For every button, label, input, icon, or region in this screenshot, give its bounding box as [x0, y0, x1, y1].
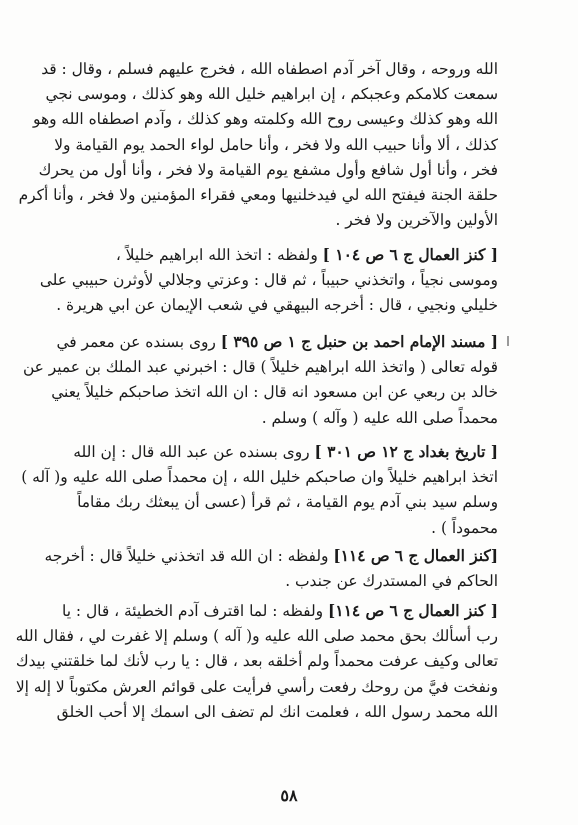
- text-line: سمعت كلامكم وعجبكم ، إن ابراهيم خليل الله وهو كذلك ، وموسى نجي: [45, 85, 498, 104]
- paragraph-3: [22, 330, 498, 431]
- text-line: ونفخت فيَّ من روحك رفعت رأسي فرأيت على قوائم العرش مكتوباً لا إله إلا: [15, 677, 498, 696]
- text-line: الله وروحه ، وقال آخر آدم اصطفاه الله ، فخرج عليهم فسلم ، وقال : قد: [41, 60, 498, 78]
- paragraph-body: [21, 440, 498, 541]
- text-line: الأولين والآخرين ولا فخر .: [335, 211, 498, 230]
- text-line: اتخذ ابراهيم خليلاً وان صاحبكم خليل الله ، إن محمداً صلى الله عليه و( آله ): [21, 468, 498, 487]
- paragraph-5: [44, 544, 498, 594]
- text-line: [56, 330, 498, 355]
- source-citation: [ مسند الإمام احمد بن حنبل ج ١ ص ٣٩٥ ]: [220, 333, 498, 351]
- paragraph-6: [15, 599, 498, 725]
- paragraph-1: [18, 57, 498, 233]
- text-fragment: روى بسنده عن عبد الله قال : إن الله: [73, 443, 315, 461]
- text-fragment: ولفظه : لما اقترف آدم الخطيئة ، قال : يا: [62, 602, 328, 620]
- margin-mark: [507, 336, 509, 346]
- text-line: [73, 440, 498, 465]
- paragraph-2: [39, 243, 498, 319]
- text-line: [80, 243, 498, 268]
- text-line: خليلي ونجيي ، قال : أخرجه البيهقي في شعب الإيمان عن ابي هريرة .: [56, 296, 498, 315]
- text-line: حلقة الجنة فيفتح الله لي فيدخلنيها ومعي فقراء المؤمنين ولا فخر ، وأنا أكرم: [18, 186, 498, 205]
- text-line: محموداً ) .: [431, 518, 498, 537]
- text-line: كذلك ، ألا وأنا حبيب الله ولا فخر ، وأنا حامل لواء الحمد يوم القيامة ولا: [54, 135, 498, 154]
- source-citation: [كنز العمال ج ٦ ص ١١٤]: [333, 547, 498, 565]
- text-line: الله وهو كذلك وعيسى روح الله وكلمته وهو كذلك ، وآدم اصطفاه الله وهو: [33, 110, 498, 129]
- text-fragment: روى بسنده عن معمر في: [56, 333, 221, 351]
- text-line: وسلم سيد بني آدم يوم القيامة ، ثم قرأ (عسى أن يبعثك ربك مقاماً: [77, 493, 498, 512]
- text-line: [44, 544, 498, 569]
- text-fragment: ولفظه : اتخذ الله ابراهيم خليلاً ،: [115, 246, 323, 264]
- source-citation: [ كنز العمال ج ٦ ص ١٠٤ ]: [322, 246, 498, 264]
- text-line: الله محمد رسول الله ، فعلمت انك لم تضف الى اسمك إلا أحب الخلق: [56, 702, 498, 721]
- paragraph-body: [15, 599, 498, 725]
- text-line: فخر ، وأنا أول شافع وأول مشفع يوم القيامة ولا فخر ، وأنا أول من يحرك: [38, 160, 498, 179]
- source-citation: [ كنز العمال ج ٦ ص ١١٤]: [328, 602, 498, 620]
- text-fragment: ولفظه : ان الله قد اتخذني خليلاً قال : أخرجه: [44, 547, 334, 565]
- text-line: الحاكم في المستدرك عن جندب .: [285, 572, 498, 591]
- paragraph-body: [22, 330, 498, 431]
- text-line: قوله تعالى ( واتخذ الله ابراهيم خليلاً ) قال : اخبرني عبد الملك بن عمير عن: [22, 358, 498, 377]
- page-number: ٥٨: [280, 786, 298, 805]
- paragraph-4: [21, 440, 498, 541]
- text-line: خالد بن ربعي عن ابن مسعود انه قال : ان الله اتخذ صاحبكم خليلاً يعني: [51, 383, 498, 402]
- text-line: محمداً صلى الله عليه ( وآله ) وسلم .: [261, 408, 498, 427]
- paragraph-body: [39, 243, 498, 319]
- text-line: [62, 599, 498, 624]
- text-line: تعالى وكيف عرفت محمداً ولم أخلقه بعد ، قال : يا رب لأنك لما خلقتني بيدك: [15, 652, 498, 671]
- paragraph-body: [44, 544, 498, 594]
- source-citation: [ تاريخ بغداد ج ١٢ ص ٣٠١ ]: [314, 443, 498, 461]
- text-line: رب أسألك بحق محمد صلى الله عليه و( آله ) وسلم إلا غفرت لي ، فقال الله: [15, 627, 498, 646]
- text-line: وموسى نجياً ، واتخذني حبيباً ، ثم قال : وعزتي وجلالي لأوثرن حبيبي على: [39, 271, 498, 290]
- paragraph-body: [18, 57, 498, 233]
